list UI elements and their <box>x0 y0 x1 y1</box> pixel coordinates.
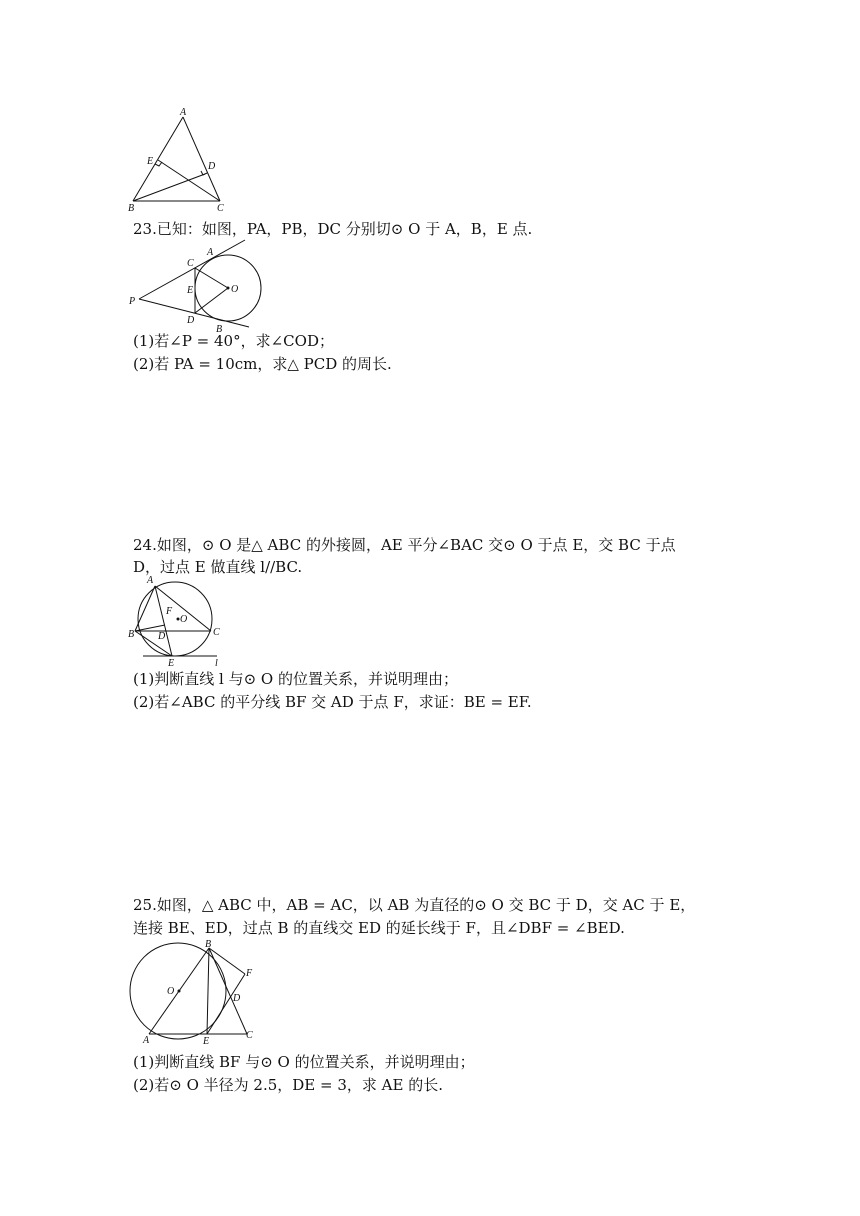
q25-label-B: B <box>205 939 212 950</box>
label-E: E <box>147 156 154 167</box>
q25-figure <box>125 938 265 1050</box>
figure-triangle-altitudes <box>125 105 235 215</box>
q25-part1: (1)判断直线 BF 与⊙ O 的位置关系，并说明理由； <box>133 1053 475 1071</box>
q23-label-D: D <box>187 315 195 326</box>
q24-stem-line2: D，过点 E 做直线 l//BC. <box>133 558 303 576</box>
q23-stem: 23.已知：如图，PA，PB，DC 分别切⊙ O 于 A，B，E 点. <box>133 220 533 238</box>
q25-stem-line2: 连接 BE、ED，过点 B 的直线交 ED 的延长线于 F，且∠DBF = ∠BED. <box>133 919 625 937</box>
q25-label-D: D <box>233 993 241 1004</box>
q25-label-A: A <box>143 1035 150 1046</box>
q25-label-E: E <box>203 1036 210 1047</box>
q25-stem-line1: 25.如图，△ ABC 中，AB = AC，以 AB 为直径的⊙ O 交 BC 于 D，交 AC 于 E， <box>133 896 696 914</box>
q24-label-O: O <box>180 614 188 625</box>
q25-label-F: F <box>246 968 253 979</box>
q23-label-P: P <box>129 296 136 307</box>
q23-label-A: A <box>207 247 214 258</box>
q23-part2: (2)若 PA = 10cm，求△ PCD 的周长. <box>133 355 392 373</box>
q24-label-l: l <box>215 658 218 669</box>
q23-label-C: C <box>187 258 194 269</box>
q24-figure <box>125 575 235 671</box>
q24-stem-line1: 24.如图，⊙ O 是△ ABC 的外接圆，AE 平分∠BAC 交⊙ O 于点 E，交 BC 于点 <box>133 536 676 554</box>
q23-label-B: B <box>216 324 223 334</box>
q24-part1: (1)判断直线 l 与⊙ O 的位置关系，并说明理由； <box>133 670 458 688</box>
label-C: C <box>217 203 224 214</box>
q24-label-B: B <box>128 629 135 640</box>
q24-label-D: D <box>158 631 166 642</box>
q25-part2: (2)若⊙ O 半径为 2.5，DE = 3，求 AE 的长. <box>133 1076 443 1094</box>
q24-label-C: C <box>213 627 220 638</box>
q24-part2: (2)若∠ABC 的平分线 BF 交 AD 于点 F，求证：BE = EF. <box>133 693 532 711</box>
label-A: A <box>180 107 187 118</box>
label-D: D <box>208 161 216 172</box>
q23-label-O: O <box>231 284 239 295</box>
q25-label-C: C <box>246 1030 253 1041</box>
q24-label-A: A <box>147 575 154 586</box>
q25-label-O: O <box>167 986 175 997</box>
q24-label-E: E <box>168 658 175 669</box>
q24-label-F: F <box>166 606 173 617</box>
q23-part1: (1)若∠P = 40°，求∠COD； <box>133 332 334 350</box>
q23-label-E: E <box>187 285 194 296</box>
label-B: B <box>128 203 135 214</box>
q23-figure <box>125 238 265 334</box>
